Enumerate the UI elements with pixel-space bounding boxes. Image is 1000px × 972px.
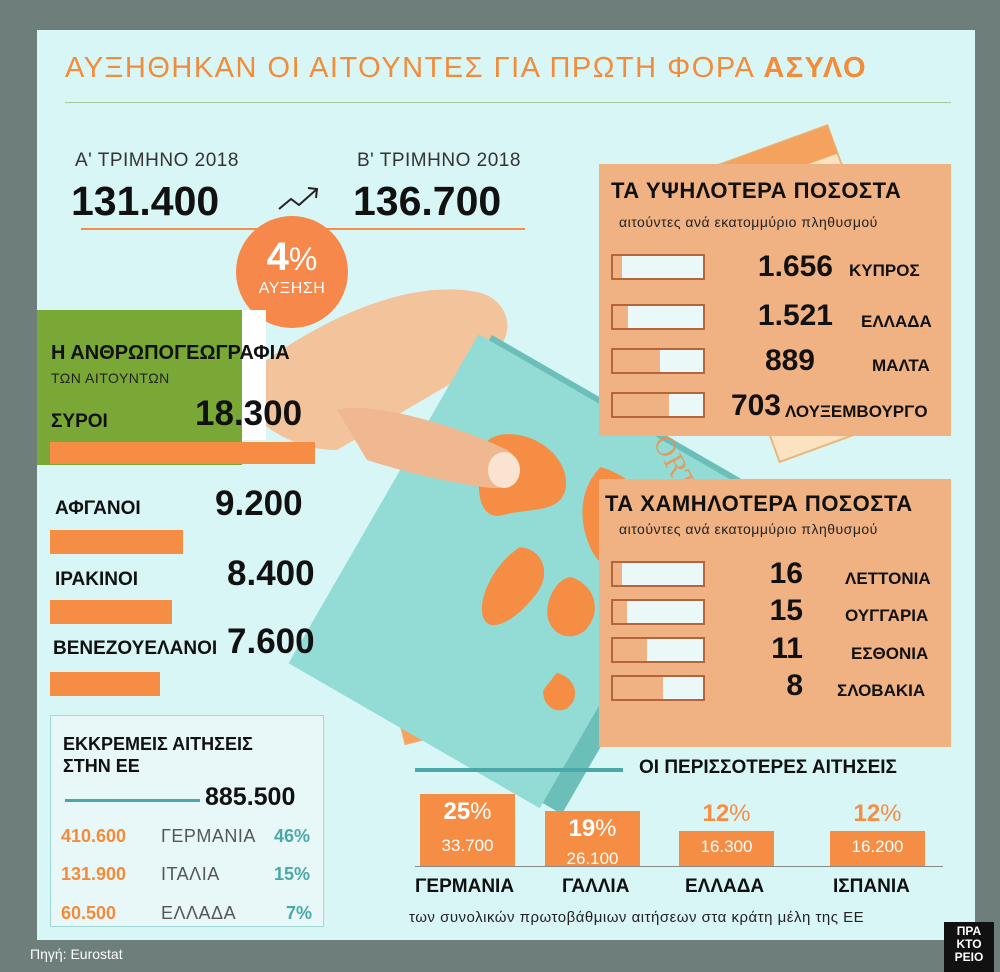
lowest-subtitle: αιτούντες ανά εκατομμύριο πληθυσμού — [619, 521, 878, 537]
most-percent-3: 12 — [702, 800, 730, 827]
pending-percent-3: 7% — [286, 903, 313, 923]
most-unit-3: % — [729, 800, 751, 827]
page-title: ΑΥΞΗΘΗΚΑΝ ΟΙ ΑΙΤΟΥΝΤΕΣ ΓΙΑ ΠΡΩΤΗ ΦΟΡΑ ΑΣΥΛΟ — [65, 52, 868, 84]
highest-country-1: ΚΥΠΡΟΣ — [849, 261, 920, 280]
highest-meter-1 — [611, 254, 705, 280]
most-column-3 — [679, 831, 774, 866]
lowest-country-4: ΣΛΟΒΑΚΙΑ — [837, 681, 926, 700]
highest-country-2: ΕΛΛΑΔΑ — [861, 312, 932, 331]
lowest-value-2: 15 — [769, 594, 803, 627]
highest-meter-fill-4 — [669, 394, 703, 416]
pending-value-1: 410.600 — [61, 826, 127, 846]
pending-title-line1: ΕΚΚΡΕΜΕΙΣ ΑΙΤΗΣΕΙΣ — [63, 734, 253, 754]
increase-percent: 4 — [266, 235, 289, 279]
lowest-value-4: 8 — [786, 669, 803, 702]
demography-subtitle: ΤΩΝ ΑΙΤΟΥΝΤΩΝ — [51, 370, 170, 386]
lowest-meter-1 — [611, 561, 705, 587]
highest-meter-fill-2 — [628, 306, 703, 328]
lowest-meter-3 — [611, 637, 705, 663]
q2-label: Β' ΤΡΙΜΗΝΟ 2018 — [357, 150, 521, 171]
pending-country-3: ΕΛΛΑΔΑ — [161, 903, 237, 923]
most-footnote: των συνολικών πρωτοβάθμιων αιτήσεων στα κράτη μέλη της ΕΕ — [409, 909, 865, 926]
highest-country-4: ΛΟΥΞΕΜΒΟΥΡΓΟ — [785, 402, 928, 421]
lowest-country-2: ΟΥΓΓΑΡΙΑ — [845, 606, 929, 625]
nationality-value-3: 8.400 — [227, 554, 315, 593]
pending-percent-2: 15% — [274, 864, 311, 884]
most-unit-1: % — [470, 798, 492, 825]
highest-meter-fill-3 — [660, 350, 703, 372]
most-country-2: ΓΑΛΛΙΑ — [562, 876, 630, 897]
most-value-3: 16.300 — [700, 837, 753, 856]
most-value-1: 33.700 — [441, 836, 494, 855]
highest-country-3: ΜΑΛΤΑ — [872, 356, 930, 375]
most-column-4 — [830, 831, 925, 866]
highest-meter-4 — [611, 392, 705, 418]
most-unit-2: % — [595, 815, 617, 842]
highest-meter-3 — [611, 348, 705, 374]
demography-title: Η ΑΝΘΡΩΠΟΓΕΩΓΡΑΦΙΑ — [51, 342, 290, 364]
pending-value-2: 131.900 — [61, 864, 127, 884]
lowest-country-3: ΕΣΘΟΝΙΑ — [851, 644, 929, 663]
most-percent-wrap-3 — [679, 800, 774, 828]
lowest-rates-panel — [599, 479, 951, 747]
nationality-value-4: 7.600 — [227, 622, 315, 661]
lowest-meter-2 — [611, 599, 705, 625]
title-divider — [65, 102, 951, 103]
q1-label: Α' ΤΡΙΜΗΝΟ 2018 — [75, 150, 239, 171]
lowest-value-1: 16 — [769, 557, 803, 590]
source-note: Πηγή: Eurostat — [30, 946, 123, 962]
pending-title-line2: ΣΤΗΝ ΕΕ — [63, 756, 140, 776]
highest-meter-fill-1 — [622, 256, 703, 278]
pending-percent-1: 46% — [274, 826, 311, 846]
nationality-bar-1 — [50, 442, 315, 464]
lowest-meter-fill-2 — [627, 601, 703, 623]
lowest-title: ΤΑ ΧΑΜΗΛΟΤΕΡΑ ΠΟΣΟΣΤΑ — [605, 491, 913, 516]
trend-up-icon — [277, 185, 322, 213]
nationality-label-3: ΙΡΑΚΙΝΟΙ — [55, 569, 139, 590]
pending-applications-panel — [50, 715, 324, 927]
highest-rates-panel — [599, 164, 951, 436]
nationality-bar-4 — [50, 672, 160, 696]
lowest-meter-fill-3 — [647, 639, 703, 661]
most-percent-1: 25 — [443, 798, 471, 825]
lowest-country-1: ΛΕΤΤΟΝΙΑ — [845, 569, 931, 588]
pending-country-1: ΓΕΡΜΑΝΙΑ — [161, 826, 256, 846]
infographic-panel — [37, 30, 975, 940]
highest-value-1: 1.656 — [757, 250, 833, 283]
most-country-3: ΕΛΛΑΔΑ — [685, 876, 765, 897]
most-percent-2: 19 — [568, 815, 596, 842]
most-title-line — [415, 768, 623, 772]
most-value-4: 16.200 — [851, 837, 904, 856]
most-country-4: ΙΣΠΑΝΙΑ — [833, 876, 910, 897]
pending-total-line — [65, 799, 200, 802]
lowest-value-3: 11 — [771, 632, 803, 665]
highest-title: ΤΑ ΥΨΗΛΟΤΕΡΑ ΠΟΣΟΣΤΑ — [611, 178, 902, 203]
most-title: ΟΙ ΠΕΡΙΣΣΟΤΕΡΕΣ ΑΙΤΗΣΕΙΣ — [639, 757, 897, 778]
highest-value-2: 1.521 — [757, 299, 833, 332]
most-percent-wrap-4 — [830, 800, 925, 828]
pending-country-2: ΙΤΑΛΙΑ — [161, 864, 220, 884]
lowest-meter-fill-4 — [663, 677, 704, 699]
praktoreio-logo: ΠΡΑ ΚΤΟ ΡΕΙΟ — [944, 922, 994, 972]
most-value-2: 26.100 — [566, 849, 619, 868]
nationality-bar-2 — [50, 530, 183, 554]
highest-meter-2 — [611, 304, 705, 330]
most-unit-4: % — [880, 800, 902, 827]
most-percent-4: 12 — [853, 800, 881, 827]
most-baseline — [415, 866, 943, 867]
nationality-value-2: 9.200 — [215, 484, 303, 523]
pending-total: 885.500 — [205, 783, 296, 811]
nationality-label-4: ΒΕΝΕΖΟΥΕΛΑΝΟΙ — [53, 638, 218, 659]
most-column-2 — [545, 811, 640, 866]
increase-unit: % — [288, 241, 318, 277]
lowest-meter-fill-1 — [622, 563, 703, 585]
nationality-value-1: 18.300 — [195, 394, 303, 433]
q2-value: 136.700 — [353, 178, 502, 224]
lowest-meter-4 — [611, 675, 705, 701]
nationality-bar-3 — [50, 600, 172, 624]
most-country-1: ΓΕΡΜΑΝΙΑ — [415, 876, 515, 897]
highest-value-4: 703 — [730, 389, 781, 422]
most-column-1 — [420, 794, 515, 866]
nationality-label-1: ΣΥΡΟΙ — [51, 411, 108, 432]
highest-subtitle: αιτούντες ανά εκατομμύριο πληθυσμού — [619, 214, 878, 230]
increase-label: ΑΥΞΗΣΗ — [258, 280, 326, 297]
nationality-label-2: ΑΦΓΑΝΟΙ — [55, 498, 141, 519]
highest-value-3: 889 — [764, 344, 815, 377]
pending-value-3: 60.500 — [61, 903, 117, 923]
q1-value: 131.400 — [71, 178, 220, 224]
